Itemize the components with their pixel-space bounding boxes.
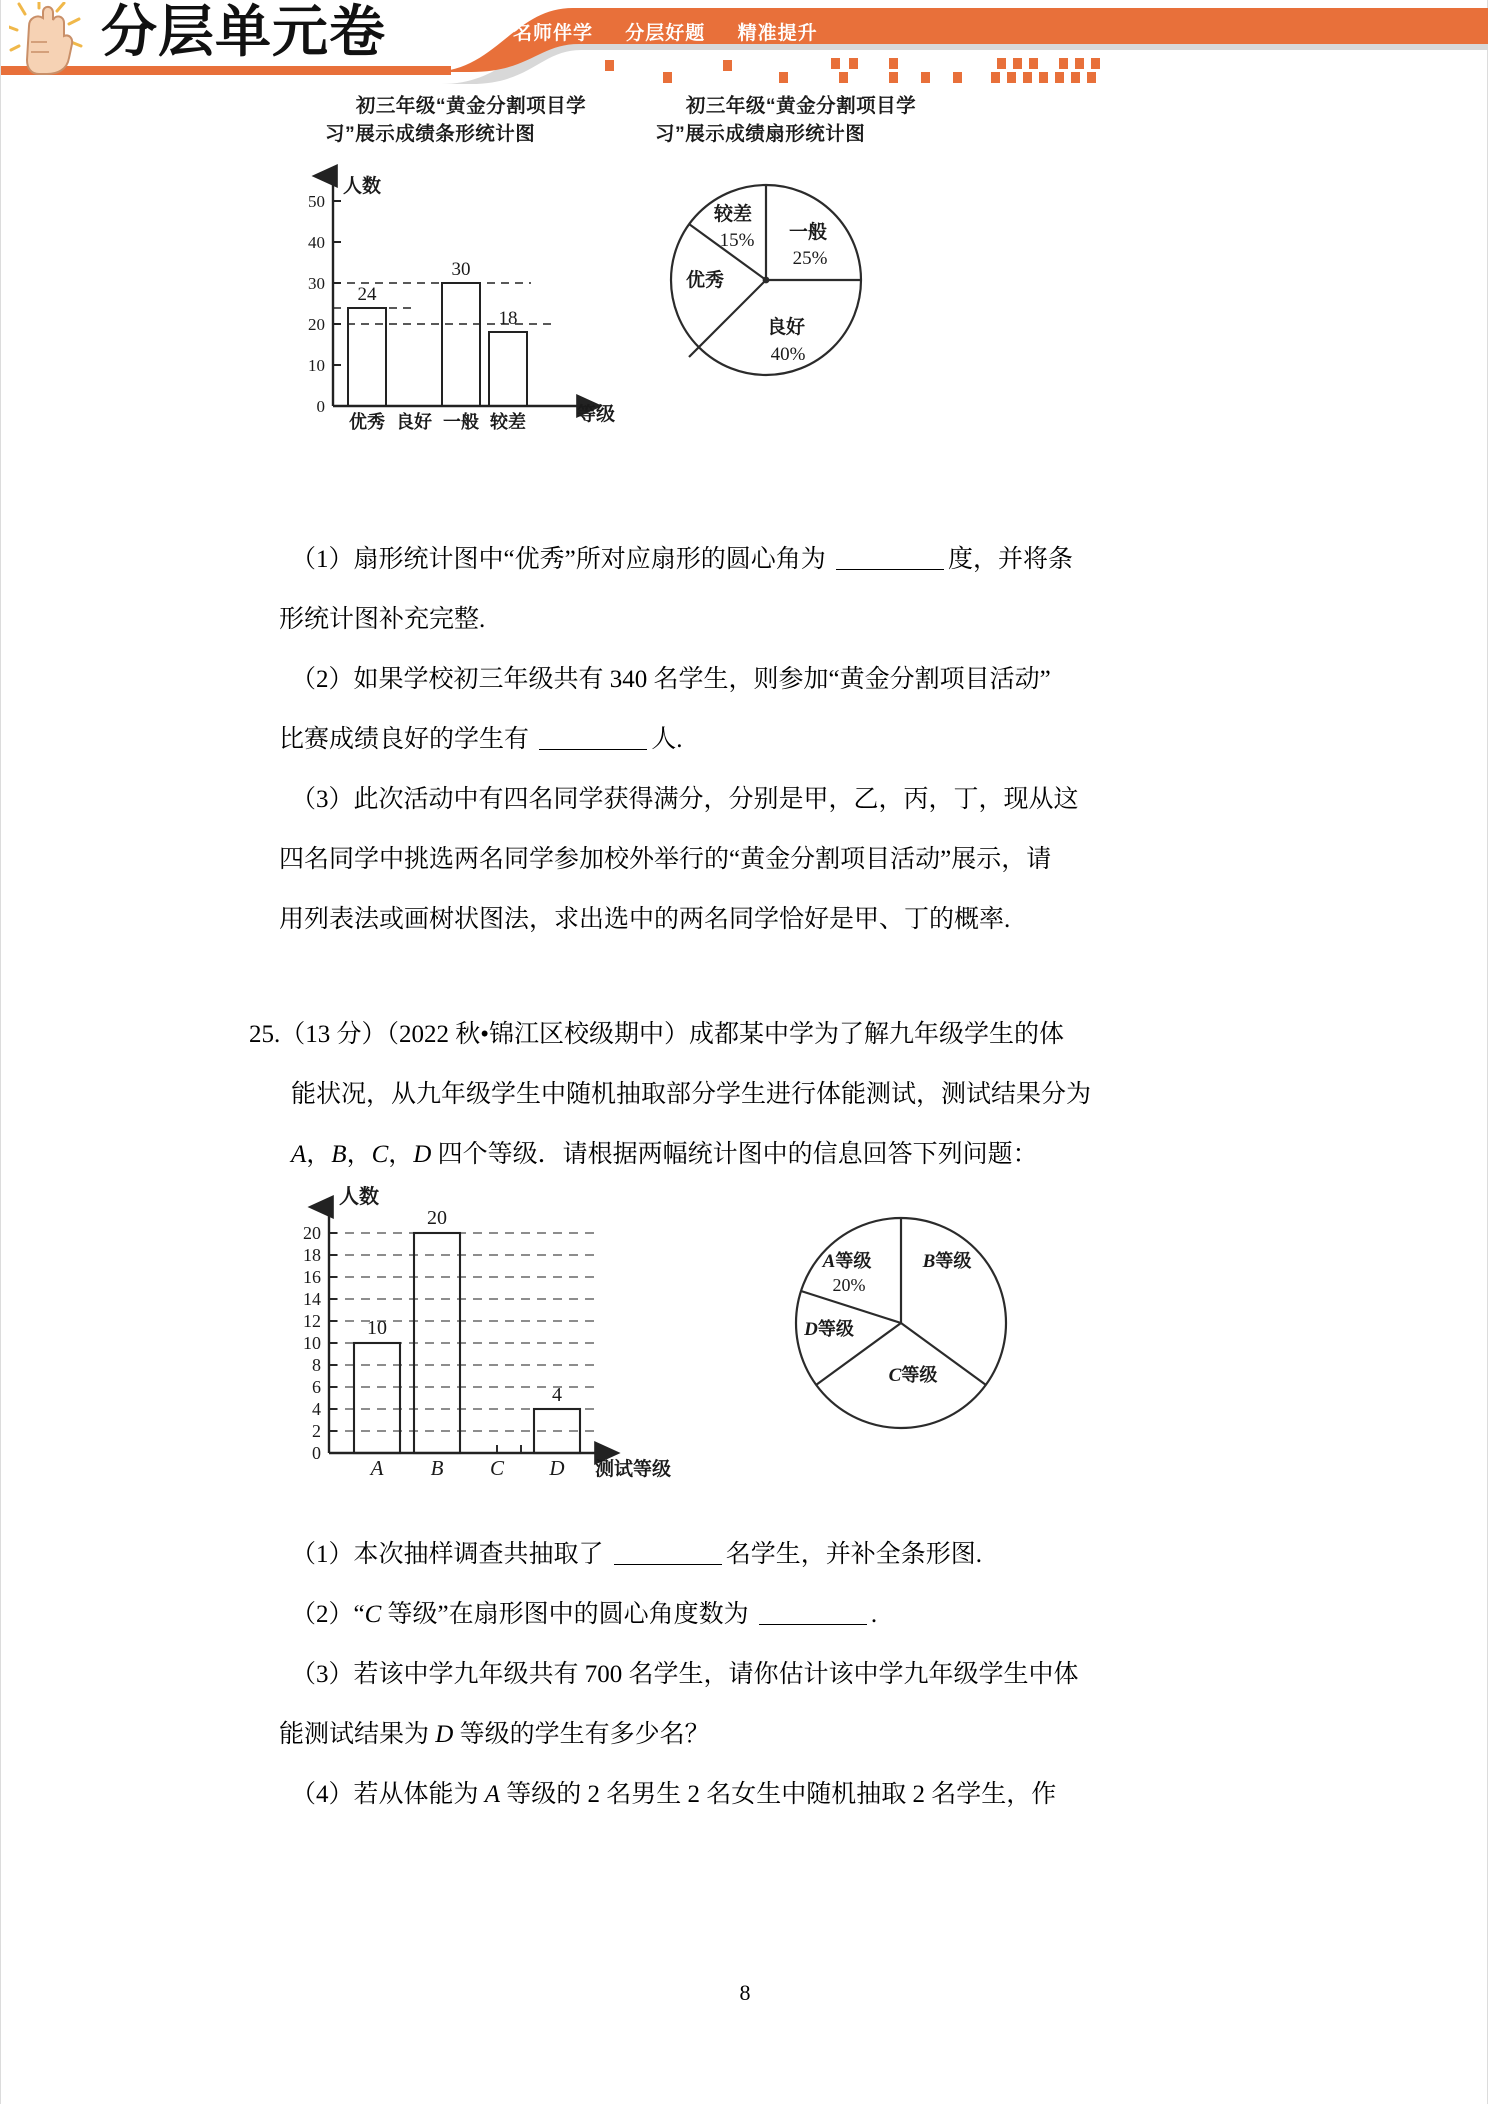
q24-2-line1 — [291, 650, 1051, 710]
figure-group-1 — [1, 92, 1488, 442]
bar1-xtick-优秀: 优秀 — [349, 412, 385, 432]
question-25-part-2 — [291, 1585, 877, 1645]
bar2-B — [414, 1233, 460, 1453]
q24-3-line1 — [291, 770, 1079, 830]
bar1-一般 — [442, 283, 480, 406]
bar-chart-2 — [269, 1175, 689, 1495]
answer-blank[interactable] — [539, 749, 647, 750]
pie1-value-良好: 40% — [770, 344, 806, 365]
pie-chart-1-caption-line2: 习”展示成绩扇形统计图 — [655, 123, 866, 145]
pie2-label-D: D等级 — [804, 1319, 854, 1340]
q24-3-line3 — [279, 890, 1079, 950]
bar2-xtick-D: D — [549, 1456, 565, 1480]
bar-chart-1-caption — [301, 92, 641, 148]
slogan-2: 分层好题 — [625, 23, 706, 44]
bar2-xtick-A: A — [370, 1456, 384, 1480]
bar2-xtick-C: C — [489, 1456, 505, 1480]
pie-chart-1-caption — [631, 92, 971, 148]
bar1-xtick-一般: 一般 — [443, 412, 479, 432]
pie2-label-B: B等级 — [922, 1251, 972, 1272]
q25-stem-text3: A，B，C，D 四个等级．请根据两幅统计图中的信息回答下列问题： — [291, 1141, 1038, 1168]
bar2-A — [354, 1343, 400, 1453]
q25-4-text: （4）若从体能为 A 等级的 2 名男生 2 名女生中随机抽取 2 名学生，作 — [291, 1781, 1057, 1808]
bar2-ytick-2: 2 — [312, 1421, 321, 1441]
q24-1-text2: 形统计图补充完整. — [279, 606, 486, 633]
pie-chart-1 — [621, 160, 911, 410]
pie1-value-较差: 15% — [719, 230, 755, 251]
bar2-ytick-14: 14 — [303, 1289, 321, 1309]
answer-blank[interactable] — [759, 1624, 867, 1625]
bar1-较差 — [489, 332, 527, 406]
q24-3-text3: 用列表法或画树状图法，求出选中的两名同学恰好是甲、丁的概率. — [279, 906, 1011, 933]
bar1-label-一般: 30 — [451, 259, 471, 280]
bar2-label-D: 4 — [552, 1384, 562, 1406]
q25-3-line1 — [291, 1645, 1079, 1705]
q24-3-line2 — [279, 830, 1079, 890]
answer-blank[interactable] — [614, 1564, 722, 1565]
pie-chart-1-caption-line1: 初三年级“黄金分割项目学 — [685, 95, 917, 117]
bar1-xtick-较差: 较差 — [490, 412, 526, 432]
pie2-label-A: A等级 — [822, 1251, 872, 1272]
q24-1-line2 — [279, 590, 1073, 650]
q25-stem-text1: 25.（13 分）（2022 秋•锦江区校级期中）成都某中学为了解九年级学生的体 — [249, 1021, 1065, 1048]
banner-title: 分层单元卷 — [101, 0, 386, 63]
bar1-ytick-0: 0 — [316, 397, 325, 416]
page-header-banner — [1, 0, 1488, 84]
bar2-xtick-B: B — [430, 1456, 444, 1480]
q24-2-text2: 比赛成绩良好的学生有 人. — [279, 726, 683, 753]
bar2-ytick-0: 0 — [312, 1443, 321, 1463]
slogan-1: 名师伴学 — [513, 23, 594, 44]
bar-chart-1-xlabel: 等级 — [577, 404, 616, 425]
question-25-part-1 — [291, 1525, 982, 1585]
bar1-ytick-50: 50 — [308, 192, 325, 211]
bar2-ytick-8: 8 — [312, 1355, 321, 1375]
bar2-ytick-6: 6 — [312, 1377, 321, 1397]
bar2-ytick-10: 10 — [303, 1333, 321, 1353]
pie1-label-优秀: 优秀 — [685, 270, 725, 291]
q24-2-text1: （2）如果学校初三年级共有 340 名学生，则参加“黄金分割项目活动” — [291, 666, 1051, 693]
bar2-label-A: 10 — [367, 1317, 387, 1339]
q25-3-line2 — [279, 1705, 1079, 1765]
q25-stem-text2: 能状况，从九年级学生中随机抽取部分学生进行体能测试，测试结果分为 — [291, 1081, 1092, 1108]
q25-2-text: （2）“C 等级”在扇形图中的圆心角度数为 . — [291, 1601, 878, 1628]
bar-chart-1 — [281, 154, 631, 444]
bar1-xtick-良好: 良好 — [396, 412, 432, 432]
figure-group-2 — [1, 1090, 1488, 1480]
pie2-label-C: C等级 — [888, 1365, 938, 1386]
bar2-ytick-4: 4 — [312, 1399, 321, 1419]
q25-3-text1: （3）若该中学九年级共有 700 名学生，请你估计该中学九年级学生中体 — [291, 1661, 1079, 1688]
bar-chart-1-ylabel: 人数 — [343, 176, 382, 197]
bar-chart-2-xlabel: 测试等级 — [595, 1459, 672, 1480]
banner-slogan — [513, 18, 844, 45]
slogan-3: 精准提升 — [737, 23, 818, 44]
q24-3-text1: （3）此次活动中有四名同学获得满分，分别是甲，乙，丙，丁，现从这 — [291, 786, 1079, 813]
bar-chart-1-caption-line2: 习”展示成绩条形统计图 — [325, 123, 536, 145]
bar1-ytick-20: 20 — [308, 315, 325, 334]
hand-fist-icon — [9, 2, 101, 80]
question-25-part-3 — [279, 1645, 1079, 1765]
q25-3-text2: 能测试结果为 D 等级的学生有多少名？ — [279, 1721, 710, 1748]
q25-1-text: （1）本次抽样调查共抽取了 名学生，并补全条形图. — [291, 1541, 983, 1568]
pie1-label-良好: 良好 — [766, 317, 806, 338]
q25-stem-line1 — [249, 1005, 1091, 1065]
q24-2-line2 — [279, 710, 1051, 770]
q24-1-line1 — [291, 530, 1073, 590]
question-24-part-3 — [279, 770, 1079, 950]
q25-2-line — [291, 1585, 877, 1645]
pie2-value-A: 20% — [832, 1275, 866, 1295]
bar1-label-优秀: 24 — [357, 284, 377, 305]
q24-3-text2: 四名同学中挑选两名同学参加校外举行的“黄金分割项目活动”展示，请 — [279, 846, 1052, 873]
page-number: 8 — [739, 1980, 751, 2005]
pie-chart-2 — [761, 1195, 1041, 1455]
q24-1-text1: （1）扇形统计图中“优秀”所对应扇形的圆心角为 度，并将条 — [291, 546, 1073, 573]
bar2-ytick-16: 16 — [303, 1267, 321, 1287]
question-24-part-1 — [279, 530, 1073, 650]
bar2-ytick-12: 12 — [303, 1311, 321, 1331]
question-25-part-4 — [291, 1765, 1056, 1825]
bar1-ytick-40: 40 — [308, 233, 325, 252]
bar2-ytick-20: 20 — [303, 1223, 321, 1243]
answer-blank[interactable] — [836, 569, 944, 570]
bar1-label-较差: 18 — [498, 308, 518, 329]
question-24-part-2 — [279, 650, 1051, 770]
q25-1-line — [291, 1525, 982, 1585]
pie1-value-一般: 25% — [792, 248, 828, 269]
bar1-ytick-30: 30 — [308, 274, 325, 293]
bar2-ytick-18: 18 — [303, 1245, 321, 1265]
bar1-优秀 — [348, 308, 386, 406]
bar-chart-2-ylabel: 人数 — [339, 1186, 379, 1208]
pie1-label-一般: 一般 — [788, 222, 828, 243]
bar1-ytick-10: 10 — [308, 356, 325, 375]
pie1-label-较差: 较差 — [713, 204, 753, 225]
q25-4-line — [291, 1765, 1056, 1825]
bar2-label-B: 20 — [427, 1207, 447, 1229]
bar-chart-1-caption-line1: 初三年级“黄金分割项目学 — [355, 95, 587, 117]
